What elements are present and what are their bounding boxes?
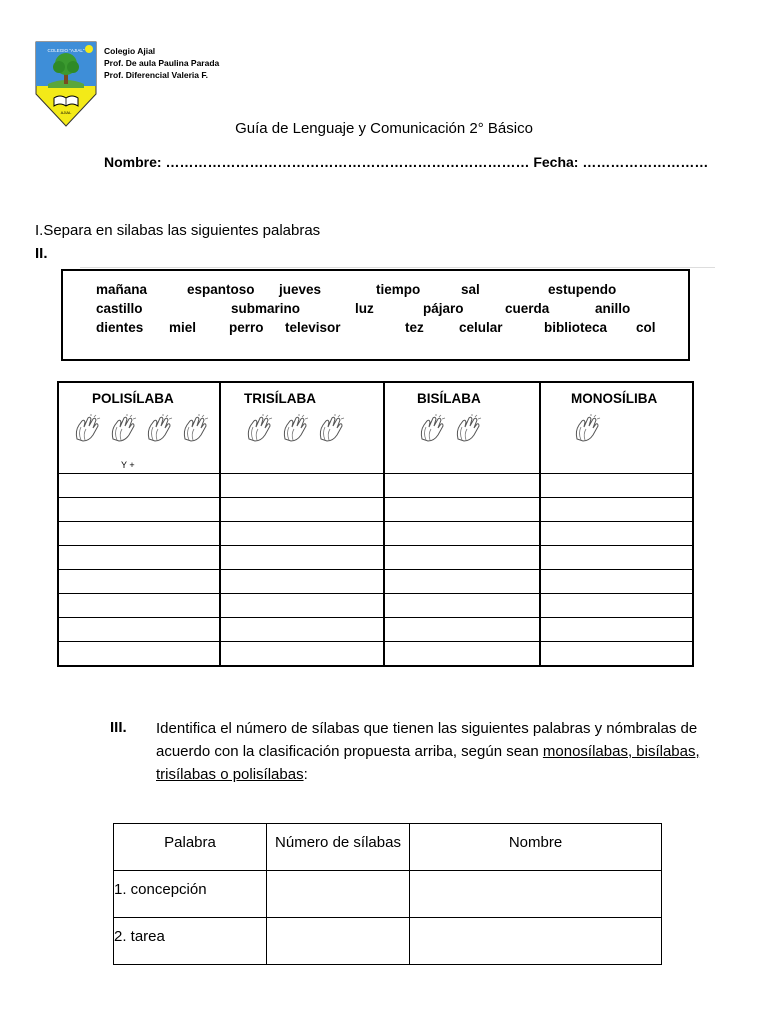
word-bank-word: cuerda [505, 301, 550, 316]
word-bank-word: espantoso [187, 282, 255, 297]
section-3-number: III. [110, 719, 127, 736]
clap-group-polisilaba [71, 413, 211, 445]
polisilaba-note: Y + [121, 460, 135, 470]
word-bank-row [63, 301, 688, 319]
header-monosilaba: MONOSÍLIBA [571, 391, 658, 406]
syllable-classification-table [57, 381, 694, 667]
logo-ring-text: COLEGIO "AJIAL" [47, 48, 85, 53]
word-bank-row [63, 320, 688, 338]
word-bank-row [63, 282, 688, 300]
worksheet-title: Guía de Lenguaje y Comunicación 2° Básico [235, 120, 533, 137]
table-row [114, 918, 662, 965]
diff-teacher-name: Prof. Diferencial Valeria F. [104, 70, 208, 80]
clapping-hands-icon [179, 413, 211, 445]
table-row-line [59, 593, 692, 594]
table-column-divider [383, 383, 385, 665]
clapping-hands-icon [571, 413, 603, 445]
section-1-instruction: I.Separa en silabas las siguientes palabras [35, 222, 321, 239]
clapping-hands-icon [143, 413, 175, 445]
word-bank-word: tez [405, 320, 424, 335]
word-cell: 1. concepción [114, 871, 267, 918]
word-bank-word: dientes [96, 320, 144, 335]
word-bank-word: perro [229, 320, 264, 335]
clap-group-monosilaba [571, 413, 603, 445]
table-row-line [59, 473, 692, 474]
word-bank-word: estupendo [548, 282, 617, 297]
word-syllable-table [113, 823, 662, 965]
word-bank-box [61, 269, 690, 361]
clapping-hands-icon [71, 413, 103, 445]
word-bank-word: celular [459, 320, 503, 335]
section-3-instruction [156, 717, 716, 786]
divider [80, 267, 715, 268]
word-bank-word: jueves [279, 282, 322, 297]
logo-bottom-text: AJIAL [60, 110, 72, 115]
school-info [104, 45, 219, 81]
word-bank-word: mañana [96, 282, 148, 297]
table-row-line [59, 569, 692, 570]
clapping-hands-icon [107, 413, 139, 445]
table-header-row [114, 824, 662, 871]
table-row-line [59, 617, 692, 618]
name-cell[interactable] [410, 871, 662, 918]
word-bank-word: tiempo [376, 282, 421, 297]
header-trisilaba: TRISÍLABA [244, 391, 316, 406]
teacher-name: Prof. De aula Paulina Parada [104, 58, 220, 68]
word-bank-word: pájaro [423, 301, 464, 316]
word-bank-word: luz [355, 301, 374, 316]
header-nombre: Nombre [410, 824, 662, 871]
clapping-hands-icon [452, 413, 484, 445]
clap-group-bisilaba [416, 413, 484, 445]
word-bank-word: anillo [595, 301, 631, 316]
table-row-line [59, 497, 692, 498]
syllable-count-cell[interactable] [267, 918, 410, 965]
header-polisilaba: POLISÍLABA [92, 391, 174, 406]
table-row-line [59, 641, 692, 642]
header-bisilaba: BISÍLABA [417, 391, 481, 406]
table-row-line [59, 521, 692, 522]
word-bank-word: submarino [231, 301, 301, 316]
logo-text-overlay [34, 40, 98, 128]
word-bank-word: miel [169, 320, 197, 335]
q3-text-after: : [303, 766, 308, 783]
clap-group-trisilaba [243, 413, 347, 445]
section-2-label: II. [35, 245, 48, 262]
word-bank-word: sal [461, 282, 480, 297]
table-column-divider [219, 383, 221, 665]
word-bank-word: biblioteca [544, 320, 608, 335]
school-name: Colegio Ajial [104, 46, 156, 56]
word-cell: 2. tarea [114, 918, 267, 965]
table-row [114, 871, 662, 918]
q3-text-before: Identifica el número de sílabas que tienen las siguientes palabras y nómbralas de acuerdo con la clasificación propuesta arriba, según sean [156, 720, 698, 760]
syllable-count-cell[interactable] [267, 871, 410, 918]
table-row-line [59, 545, 692, 546]
clapping-hands-icon [416, 413, 448, 445]
q3-text-underlined: monosílabas, bisílabas, trisílabas o polisílabas [156, 743, 700, 783]
name-date-line: Nombre: …………………………………………………………………… Fecha: ……………………… [104, 154, 709, 170]
header-numero-silabas: Número de sílabas [267, 824, 410, 871]
table-column-divider [539, 383, 541, 665]
name-cell[interactable] [410, 918, 662, 965]
clapping-hands-icon [315, 413, 347, 445]
word-bank-word: col [636, 320, 656, 335]
word-bank-word: castillo [96, 301, 143, 316]
word-bank-word: televisor [285, 320, 341, 335]
clapping-hands-icon [243, 413, 275, 445]
clapping-hands-icon [279, 413, 311, 445]
header-palabra: Palabra [114, 824, 267, 871]
